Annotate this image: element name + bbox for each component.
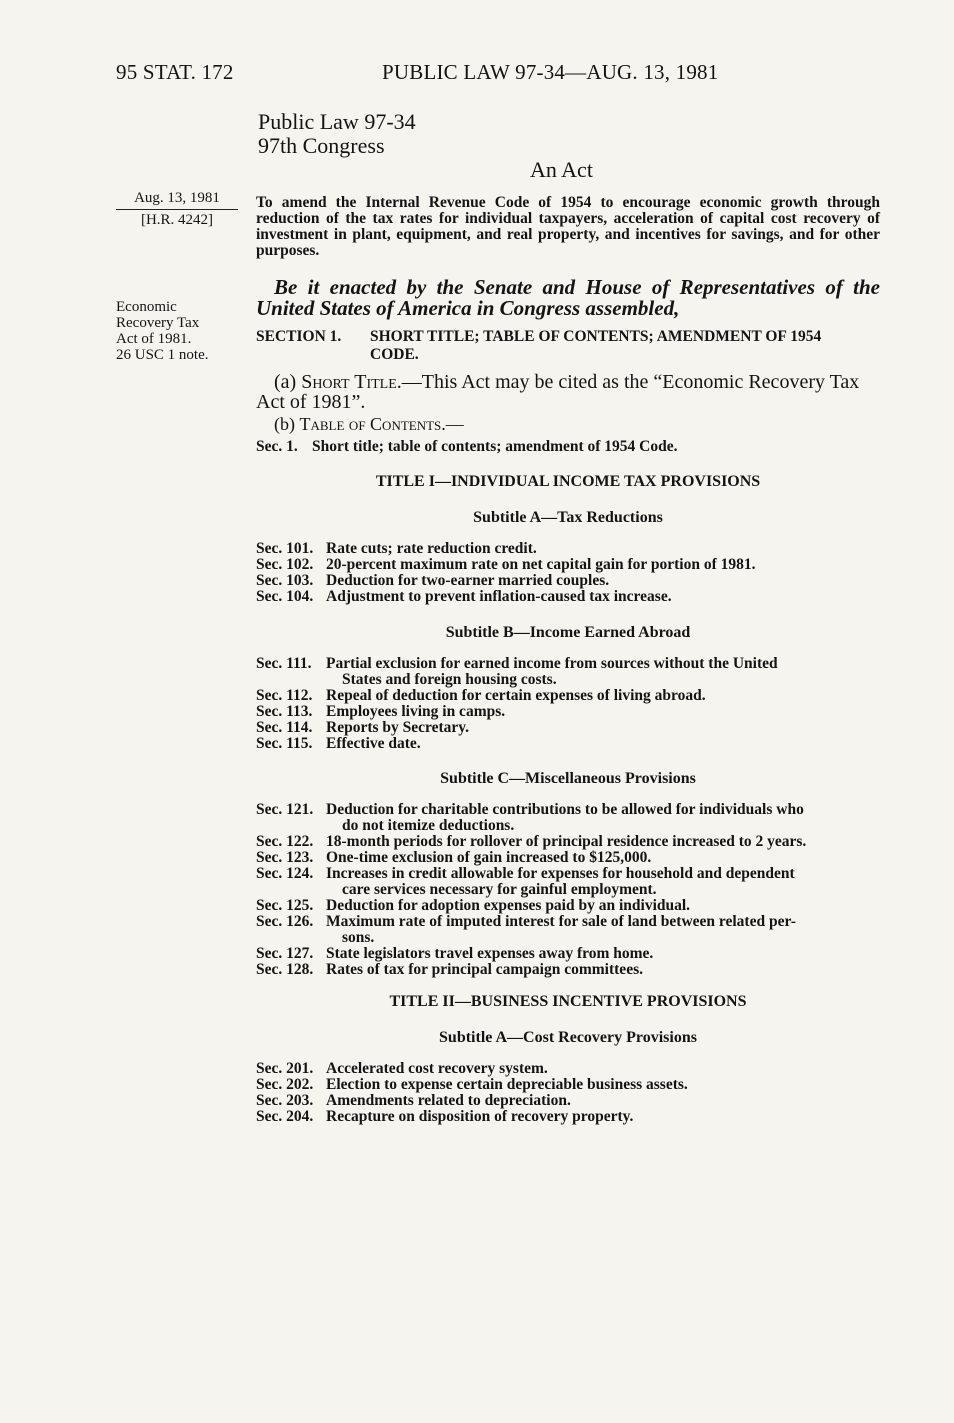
toc-entry-label: Sec. 127. [256, 945, 314, 962]
toc-entry-main: Deduction for charitable contributions to be allowed for individuals who [326, 801, 804, 818]
toc-entry-label: Sec. 125. [256, 897, 314, 914]
toc-entry [256, 1093, 880, 1109]
margin-date: Aug. 13, 1981 [134, 190, 220, 206]
toc-entry-text [326, 656, 880, 688]
toc-entry-main: 20-percent maximum rate on net capital gain for portion of 1981. [326, 556, 756, 573]
toc-entry-text [326, 802, 880, 834]
toc-entry-main: Repeal of deduction for certain expenses of living abroad. [326, 687, 706, 704]
toc-entry-main: Election to expense certain depreciable business assets. [326, 1076, 688, 1093]
enacting-clause [256, 277, 880, 319]
toc-entry-main: Reports by Secretary. [326, 719, 470, 736]
toc-entry-text [326, 1093, 880, 1109]
toc-entry-continuation: sons. [342, 929, 375, 946]
section-1-heading [256, 328, 880, 364]
toc-entry-label: Sec. 113. [256, 703, 313, 720]
toc-entry-label: Sec. 124. [256, 865, 314, 882]
toc-entry-text [326, 736, 880, 752]
toc-entry-label: Sec. 104. [256, 588, 314, 605]
toc-entry [256, 656, 880, 688]
toc-entry-label: Sec. 202. [256, 1076, 314, 1093]
toc-entry-main: One-time exclusion of gain increased to $125,000. [326, 849, 652, 866]
toc-entry [256, 866, 880, 898]
toc-entry-text: Short title; table of contents; amendment of 1954 Code. [312, 438, 678, 455]
toc-entry [256, 688, 880, 704]
toc-entry-label: Sec. 204. [256, 1108, 314, 1125]
margin-bill-number: [H.R. 4242] [140, 212, 214, 228]
toc-entry [256, 557, 880, 573]
margin-note-line: 26 USC 1 note. [116, 347, 209, 363]
margin-divider [116, 209, 238, 210]
toc-entry-text [326, 866, 880, 898]
toc-entry-main: 18-month periods for rollover of principal residence increased to 2 years. [326, 833, 807, 850]
purpose-paragraph: To amend the Internal Revenue Code of 1954 to encourage economic growth through reduction of the tax rates for individual taxpayers, acceleration of capital cost recovery of investment in plant, equipment, and real property, and incentives for savings, and for other purposes. [256, 194, 880, 259]
toc-entry-continuation: care services necessary for gainful employment. [342, 881, 657, 898]
toc-entry-text [326, 541, 880, 557]
toc-entry-text [326, 589, 880, 605]
toc-entry-text [326, 914, 880, 946]
toc-entry [256, 1077, 880, 1093]
subsection-text: .—This Act may be cited as the “Economic Recovery Tax Act of 1981”. [256, 371, 860, 413]
toc-entry-text [326, 1109, 880, 1125]
toc-entry-main: Recapture on disposition of recovery property. [326, 1108, 634, 1125]
toc-entry-label: Sec. 121. [256, 801, 314, 818]
toc-entry [256, 914, 880, 946]
public-law-number: Public Law 97-34 [258, 109, 416, 134]
toc-subtitle-heading: Subtitle C—Miscellaneous Provisions [440, 770, 696, 787]
toc-entry-main: Amendments related to depreciation. [326, 1092, 571, 1109]
toc-entry-label: Sec. 114. [256, 719, 313, 736]
section-heading-line: SHORT TITLE; TABLE OF CONTENTS; AMENDMENT OF 1954 [370, 328, 822, 345]
toc-entry [256, 802, 880, 834]
toc-entry-label: Sec. 102. [256, 556, 314, 573]
toc-entry [256, 962, 880, 978]
toc-entry [256, 850, 880, 866]
toc-entry [256, 946, 880, 962]
toc-entry [256, 541, 880, 557]
enacting-text: Be it enacted by the Senate and House of Representatives of the United States of America in Congress assembled, [256, 275, 880, 320]
subsection-label: (a) [274, 371, 297, 393]
short-title-paragraph [256, 372, 880, 434]
toc-entry-main: Increases in credit allowable for expenses for household and dependent [326, 865, 795, 882]
toc-entry-main: State legislators travel expenses away from home. [326, 945, 654, 962]
margin-note [116, 299, 209, 363]
subsection-text: .— [441, 414, 464, 434]
act-caption: An Act [530, 157, 593, 182]
toc-entry-label: Sec. 201. [256, 1060, 314, 1077]
toc-entry-label: Sec. 123. [256, 849, 314, 866]
toc-entry-label: Sec. 203. [256, 1092, 314, 1109]
toc-entry-label: Sec. 111. [256, 655, 312, 672]
toc-entry-label: Sec. 115. [256, 735, 313, 752]
toc-entry-label: Sec. 112. [256, 687, 313, 704]
toc-entry [256, 1061, 880, 1077]
page-stat-number: 95 STAT. 172 [116, 60, 234, 84]
toc-entry-text [326, 1077, 880, 1093]
toc-title-heading: TITLE I—INDIVIDUAL INCOME TAX PROVISIONS [375, 473, 761, 490]
toc-entry [256, 736, 880, 752]
toc-entry [256, 898, 880, 914]
toc-title-heading: TITLE II—BUSINESS INCENTIVE PROVISIONS [389, 993, 747, 1010]
subsection-caption: Table of Contents [299, 414, 442, 434]
subsection-caption: Short Title [301, 371, 397, 393]
toc-entry-text [326, 688, 880, 704]
toc-entry-main: Partial exclusion for earned income from sources without the United [326, 655, 778, 672]
toc-entry-label: Sec. 122. [256, 833, 314, 850]
margin-note-line: Recovery Tax [116, 315, 200, 331]
toc-entry-text [326, 834, 880, 850]
toc-entry-text [326, 704, 880, 720]
toc-entry [256, 704, 880, 720]
toc-entry-text [326, 557, 880, 573]
toc-entry [256, 834, 880, 850]
subsection-label: (b) [274, 414, 295, 434]
toc-entry-main: Rates of tax for principal campaign committees. [326, 961, 643, 978]
toc-entry [256, 439, 880, 455]
congress-number: 97th Congress [258, 133, 385, 158]
toc-entry-main: Employees living in camps. [326, 703, 506, 720]
toc-entry-text [326, 573, 880, 589]
toc-entry-main: Accelerated cost recovery system. [326, 1060, 548, 1077]
section-heading-line: CODE. [370, 346, 419, 363]
toc-entry [256, 1109, 880, 1125]
toc-entry [256, 720, 880, 736]
toc-entry-text [326, 1061, 880, 1077]
section-number: SECTION 1. [256, 328, 342, 345]
toc-entry-main: Adjustment to prevent inflation-caused tax increase. [326, 588, 672, 605]
toc-entry-label: Sec. 103. [256, 572, 314, 589]
toc-subtitle-heading: Subtitle B—Income Earned Abroad [445, 624, 691, 641]
margin-note-line: Economic [116, 299, 177, 315]
toc-entry-main: Rate cuts; rate reduction credit. [326, 540, 537, 557]
toc-subtitle-heading: Subtitle A—Tax Reductions [473, 509, 663, 526]
toc-entry-label: Sec. 126. [256, 913, 314, 930]
toc-entry-main: Deduction for two-earner married couples. [326, 572, 610, 589]
toc-entry-main: Maximum rate of imputed interest for sale of land between related per- [326, 913, 796, 930]
toc-entry-main: Deduction for adoption expenses paid by an individual. [326, 897, 691, 914]
toc-entry [256, 589, 880, 605]
toc-entry-text [326, 962, 880, 978]
toc-entry [256, 573, 880, 589]
toc-entry-text [326, 946, 880, 962]
toc-subtitle-heading: Subtitle A—Cost Recovery Provisions [439, 1029, 697, 1046]
toc-entry-text [326, 720, 880, 736]
toc-entry-label: Sec. 1. [256, 438, 298, 455]
toc-entry-text [326, 898, 880, 914]
toc-entry-label: Sec. 128. [256, 961, 314, 978]
toc-entry-continuation: do not itemize deductions. [342, 817, 515, 834]
toc-entry-main: Effective date. [326, 735, 421, 752]
margin-note-line: Act of 1981. [116, 331, 192, 347]
toc-entry-continuation: States and foreign housing costs. [342, 671, 557, 688]
toc-entry-text [326, 850, 880, 866]
toc-entry-label: Sec. 101. [256, 540, 314, 557]
running-head: PUBLIC LAW 97-34—AUG. 13, 1981 [382, 60, 719, 84]
